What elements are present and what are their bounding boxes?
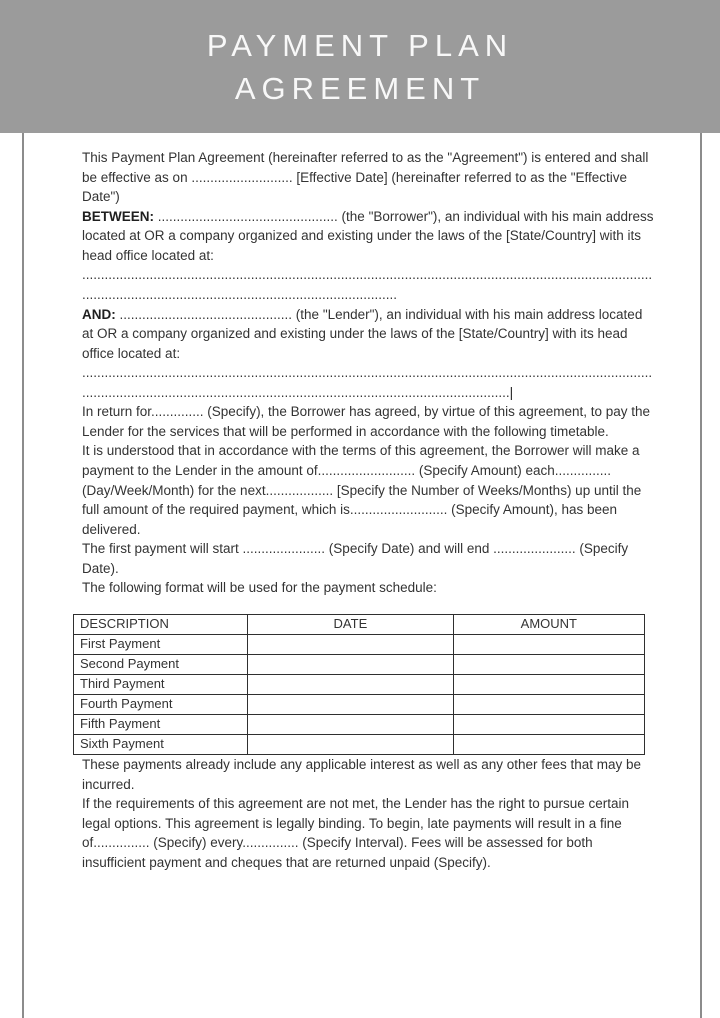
amount-cell[interactable] xyxy=(453,694,644,714)
table-row xyxy=(74,694,645,714)
description-cell: Fifth Payment xyxy=(74,714,248,734)
text-cursor: | xyxy=(509,384,514,400)
date-cell[interactable] xyxy=(248,694,454,714)
paragraph-requirements xyxy=(82,794,654,872)
column-header-amount: AMOUNT xyxy=(453,614,644,634)
description-cell: Sixth Payment xyxy=(74,734,248,754)
paragraph-between xyxy=(82,207,654,305)
page-title xyxy=(206,27,514,106)
table-row xyxy=(74,654,645,674)
schedule-intro-text: The following format will be used for the payment schedule: xyxy=(82,580,437,596)
amount-cell[interactable] xyxy=(453,714,644,734)
paragraph-intro xyxy=(82,148,654,207)
and-text[interactable]: .............................................. (the "Lender"), an individual with his main address located at OR a company organized and existing under the laws of the [State/Country] with its head office located at: .......................................................................................................................................................................................................................................................................... xyxy=(82,306,653,400)
date-cell[interactable] xyxy=(248,714,454,734)
description-cell: Third Payment xyxy=(74,674,248,694)
page-title-line2: AGREEMENT xyxy=(234,70,486,106)
paragraph-first-payment xyxy=(82,539,654,578)
paragraph-schedule-intro xyxy=(82,578,654,598)
and-label: AND: xyxy=(82,306,116,322)
paragraph-in-return xyxy=(82,402,654,441)
between-text[interactable]: ................................................ (the "Borrower"), an individual with his main address located at OR a company organized and existing under the laws of the [State/Country] with its head office located at: ............................................................................................................................................................................................................................................ xyxy=(82,208,654,302)
page-title-line1: PAYMENT PLAN xyxy=(206,27,514,63)
table-row xyxy=(74,734,645,754)
understood-text: It is understood that in accordance with the terms of this agreement, the Borrower will make a payment to the Lender in the amount of.......................... (Specify Amount) each............... (Day/Week/Month) for the next.................. [Specify the Number of Weeks/Months) up until the full amount of the required payment, which is.......................... (Specify Amount), has been delivered. xyxy=(82,443,642,537)
date-cell[interactable] xyxy=(248,674,454,694)
first-payment-text: The first payment will start ...................... (Specify Date) and will end ...................... (Specify Date). xyxy=(82,541,629,576)
description-cell: Fourth Payment xyxy=(74,694,248,714)
description-cell: Second Payment xyxy=(74,654,248,674)
table-row xyxy=(74,714,645,734)
table-row xyxy=(74,674,645,694)
requirements-text: If the requirements of this agreement are not met, the Lender has the right to pursue certain legal options. This agreement is legally binding. To begin, late payments will result in a fine of............... (Specify) every............... (Specify Interval). Fees will be assessed for both insufficient payment and cheques that are returned unpaid (Specify). xyxy=(82,796,630,870)
amount-cell[interactable] xyxy=(453,634,644,654)
date-cell[interactable] xyxy=(248,734,454,754)
date-cell[interactable] xyxy=(248,634,454,654)
amount-cell[interactable] xyxy=(453,734,644,754)
between-label: BETWEEN: xyxy=(82,208,154,224)
column-header-date: DATE xyxy=(248,614,454,634)
amount-cell[interactable] xyxy=(453,654,644,674)
date-cell[interactable] xyxy=(248,654,454,674)
paragraph-and xyxy=(82,305,654,403)
description-cell: First Payment xyxy=(74,634,248,654)
table-header-row xyxy=(74,614,645,634)
in-return-text: In return for.............. (Specify), the Borrower has agreed, by virtue of this agreement, to pay the Lender for the services that will be performed in accordance with the following timetable. xyxy=(82,404,651,439)
paragraph-fees-note xyxy=(82,755,654,794)
document-page[interactable] xyxy=(22,133,702,1018)
fees-note-text: These payments already include any applicable interest as well as any other fees that may be incurred. xyxy=(82,756,642,792)
column-header-description: DESCRIPTION xyxy=(74,614,248,634)
table-row xyxy=(74,634,645,654)
document-header xyxy=(0,0,720,133)
amount-cell[interactable] xyxy=(453,674,644,694)
payment-schedule-table xyxy=(73,614,645,755)
paragraph-understood xyxy=(82,441,654,539)
intro-text: This Payment Plan Agreement (hereinafter referred to as the "Agreement") is entered and shall be effective as on ........................... [Effective Date] (hereinafter referred to as the "Effective Date") xyxy=(82,150,649,205)
